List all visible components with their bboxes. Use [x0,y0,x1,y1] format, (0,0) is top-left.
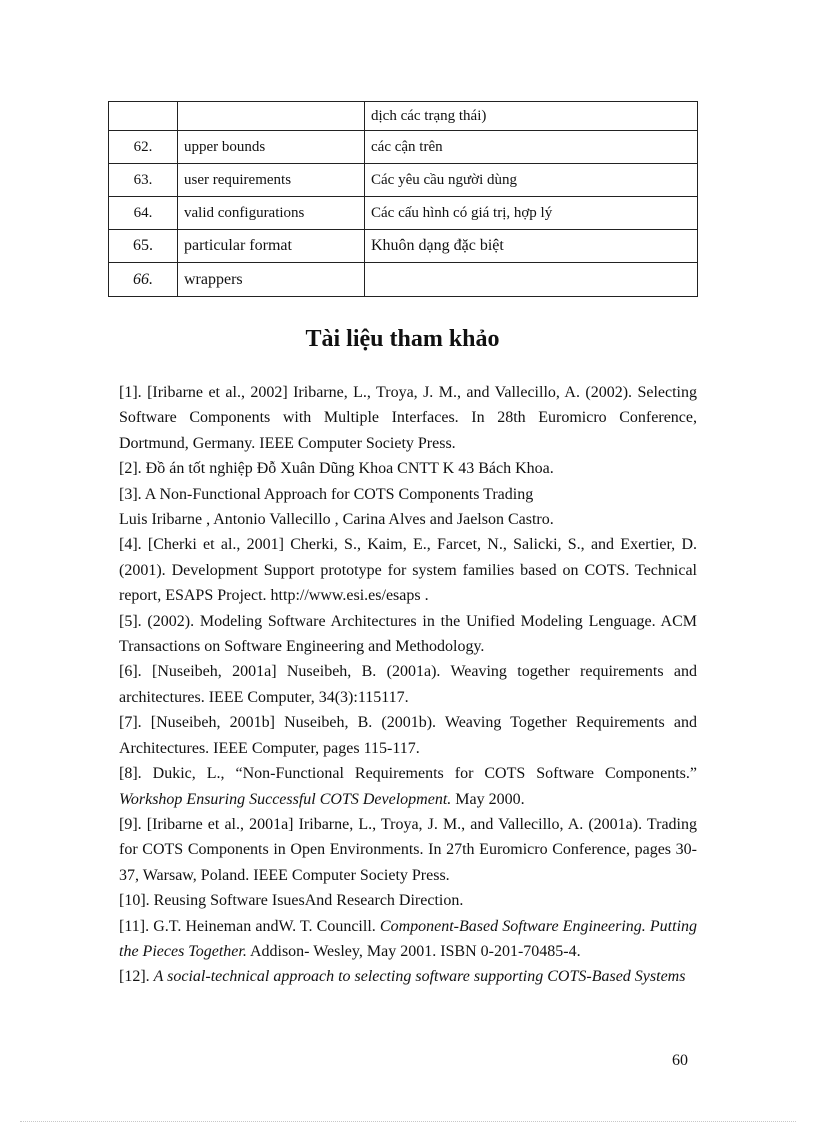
reference-item: [6]. [Nuseibeh, 2001a] Nuseibeh, B. (2001a). Weaving together requirements and architectures. IEEE Computer, 34(3):115117. [119,663,697,706]
vietnamese-meaning: Các yêu cầu người dùng [365,164,698,197]
vietnamese-meaning [365,263,698,297]
row-number: 66. [109,263,178,297]
reference-text: May 2000. [451,790,525,808]
table-row [109,131,698,164]
row-number: 63. [109,164,178,197]
reference-item: [9]. [Iribarne et al., 2001a] Iribarne, L., Troya, J. M., and Vallecillo, A. (2001a). Trading for COTS Components in Open Environments. In 27th Euromicro Conference, pages 30-37, Warsaw, Poland. IEEE Computer Society Press. [119,815,697,884]
vietnamese-meaning: các cận trên [365,131,698,164]
page-number: 60 [672,1052,688,1069]
table-row [109,230,698,263]
reference-item [119,914,697,965]
vietnamese-meaning: dịch các trạng thái) [365,102,698,131]
row-number: 62. [109,131,178,164]
reference-text: Addison- Wesley, May 2001. ISBN 0-201-70485-4. [246,942,581,960]
reference-text: [8]. Dukic, L., “Non-Functional Requirements for COTS Software Components.” [119,765,697,783]
reference-item: [10]. Reusing Software IsuesAnd Research Direction. [119,892,464,910]
reference-item: [1]. [Iribarne et al., 2002] Iribarne, L., Troya, J. M., and Vallecillo, A. (2002). Selecting Software Components with Multiple Interfaces. In 28th Euromicro Conference, Dortmund, Germany. IEEE Computer Society Press. [119,384,697,452]
table-row [109,102,698,131]
reference-text: [11]. G.T. Heineman andW. T. Councill. [119,917,380,935]
english-term: valid configurations [178,197,365,230]
reference-line: Luis Iribarne , Antonio Vallecillo , Carina Alves and Jaelson Castro. [119,511,554,529]
table-row [109,197,698,230]
english-term: particular format [178,230,365,263]
page-bottom-divider [20,1121,796,1122]
vietnamese-meaning: Khuôn dạng đặc biệt [365,230,698,263]
reference-item [119,964,697,989]
reference-item [119,482,697,533]
row-number: 65. [109,230,178,263]
english-term [178,102,365,131]
references-heading: Tài liệu tham khảo [305,326,500,352]
reference-item: [5]. (2002). Modeling Software Architectures in the Unified Modeling Lenguage. ACM Transactions on Software Engineering and Methodology. [119,612,697,656]
reference-item: [4]. [Cherki et al., 2001] Cherki, S., Kaim, E., Farcet, N., Salicki, S., and Exertier, D. (2001). Development Support prototype for system families based on COTS. Technical report, ESAPS Project. http://www.esi.es/esaps . [119,536,697,605]
row-number [109,102,178,131]
reference-italic-title: Workshop Ensuring Successful COTS Development. [119,790,452,808]
reference-list [119,380,697,990]
english-term: user requirements [178,164,365,197]
reference-item [119,761,697,812]
english-term: wrappers [178,263,365,297]
reference-italic-title: Component-Based Software Engineering. Putting the Pieces Together. [119,917,698,960]
glossary-table [108,101,698,297]
row-number: 64. [109,197,178,230]
table-row [109,164,698,197]
vietnamese-meaning: Các cấu hình có giá trị, hợp lý [365,197,698,230]
reference-item: [7]. [Nuseibeh, 2001b] Nuseibeh, B. (2001b). Weaving Together Requirements and Architectures. IEEE Computer, pages 115-117. [119,714,697,757]
english-term: upper bounds [178,131,365,164]
reference-item: [2]. Đồ án tốt nghiệp Đỗ Xuân Dũng Khoa CNTT K 43 Bách Khoa. [119,460,554,478]
reference-italic-title: A social-technical approach to selecting software supporting COTS-Based Systems [153,968,686,986]
reference-line: [3]. A Non-Functional Approach for COTS Components Trading [119,485,534,503]
reference-text: [12]. [119,968,154,986]
table-row [109,263,698,297]
